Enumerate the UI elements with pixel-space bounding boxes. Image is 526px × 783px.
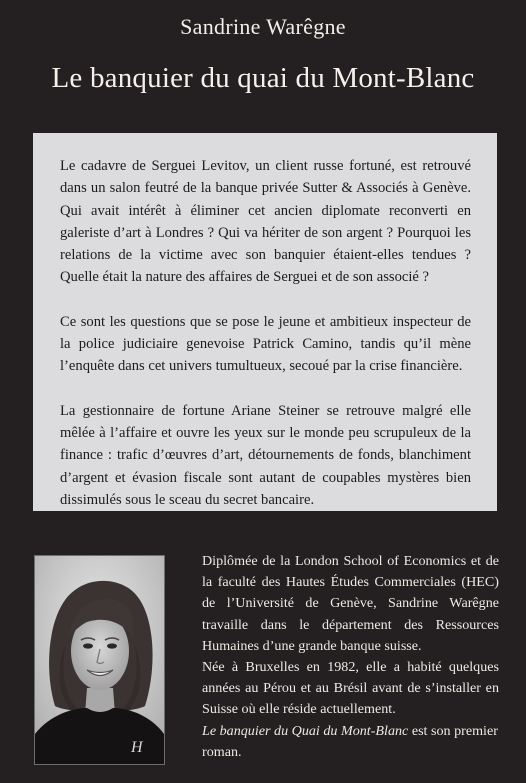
author-bio (202, 551, 499, 763)
synopsis-paragraph: Le cadavre de Serguei Levitov, un client russe fortuné, est retrouvé dans un salon feutré de la banque privée Sutter & Associés à Genève. Qui avait intérêt à éliminer cet ancien diplomate reconverti en galeriste d’art à Londres ? Qui va hériter de son argent ? Pourquoi les relations de la victime avec son banquier étaient-elles tendues ? Quelle était la nature des affaires de Serguei et de son associé ? (60, 158, 471, 286)
author-name: Sandrine Warêgne (180, 14, 346, 39)
bio-education: Diplômée de la London School of Economics et de la faculté des Hautes Études Commerciales (HEC) de l’Université de Genève, Sandrine Warêgne travaille dans le département des Ressources Humaines d’une grande banque suisse. (202, 553, 499, 654)
bio-first-novel (202, 721, 499, 763)
bio-book-title: Le banquier du Quai du Mont-Blanc (202, 722, 409, 739)
bio-life: Née à Bruxelles en 1982, elle a habité quelques années au Pérou et au Brésil avant de s’installer en Suisse où elle réside actuellement. (202, 659, 499, 718)
book-title: Le banquier du quai du Mont-Blanc (51, 62, 475, 94)
photographer-signature: H (131, 739, 143, 756)
author-photo (34, 555, 165, 765)
synopsis-paragraph: Ce sont les questions que se pose le jeune et ambitieux inspecteur de la police judiciaire genevoise Patrick Camino, tandis qu’il mène l’enquête dans cet univers tumultueux, secoué par la crise financière. (60, 313, 471, 375)
bio-book-note: est son premier roman. (202, 722, 498, 760)
synopsis-panel (33, 133, 497, 511)
synopsis-paragraph: La gestionnaire de fortune Ariane Steiner se retrouve malgré elle mêlée à l’affaire et ouvre les yeux sur le monde peu scrupuleux de la finance : trafic d’œuvres d’art, détournements de fonds, blanchiment d’argent et évasion fiscale sont autant de coupables mystères bien dissimulés sous le sceau du secret bancaire. (60, 402, 471, 508)
